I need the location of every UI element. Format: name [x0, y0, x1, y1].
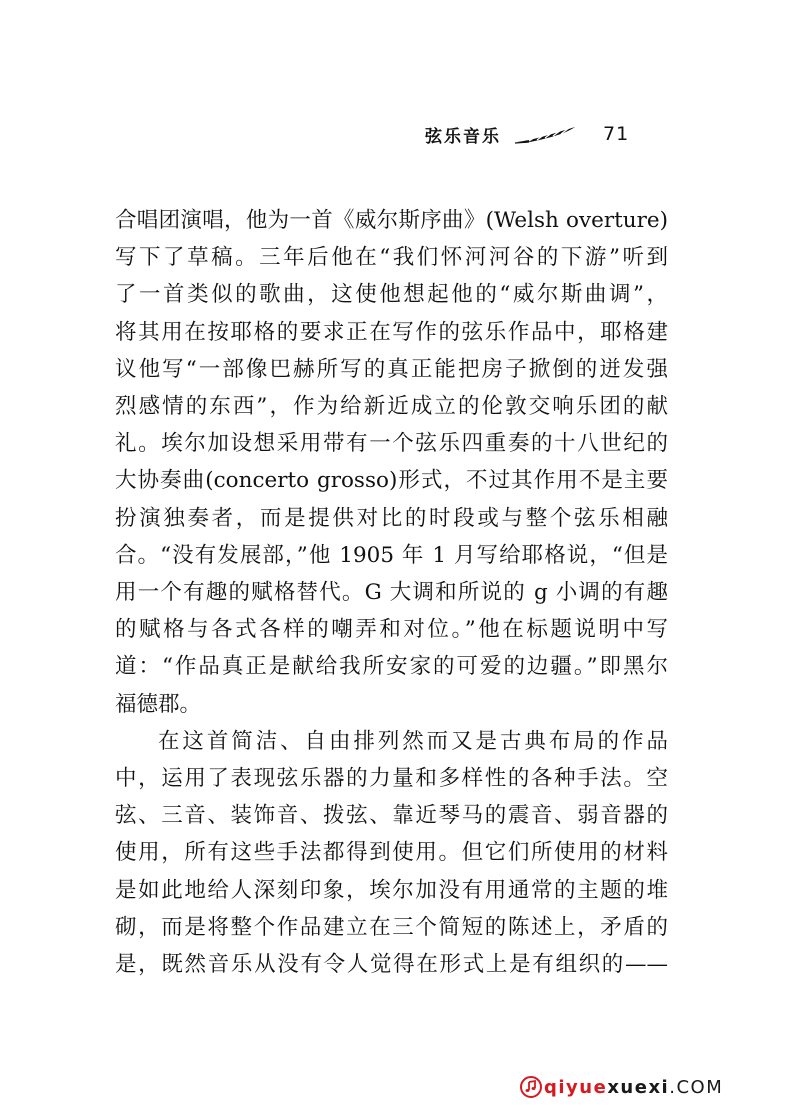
text-line: 的赋格与各式各样的嘲弄和对位。”他在标题说明中写: [115, 617, 668, 643]
body-text: [115, 202, 668, 983]
watermark-text-com: .COM: [669, 1076, 724, 1098]
site-watermark: [520, 1076, 723, 1098]
text-line: 道：“作品真正是献给我所安家的可爱的边疆。”即黑尔: [115, 654, 668, 680]
text-line: 使用，所有这些手法都得到使用。但它们所使用的材料: [115, 840, 668, 866]
text-line: 合唱团演唱，他为一首《威尔斯序曲》(Welsh overture): [115, 208, 668, 233]
text-line: 写下了草稿。三年后他在“我们怀河河谷的下游”听到: [115, 245, 668, 271]
paragraph-1: [115, 202, 668, 723]
text-line: 了一首类似的歌曲，这使他想起他的“威尔斯曲调”，: [115, 282, 668, 308]
text-line: 扮演独奏者，而是提供对比的时段或与整个弦乐相融: [115, 505, 668, 531]
paragraph-2: [115, 723, 668, 983]
text-line: 是如此地给人深刻印象，埃尔加没有用通常的主题的堆: [115, 877, 668, 903]
text-line: 大协奏曲(concerto grosso)形式，不过其作用不是主要: [115, 468, 668, 494]
text-line: 在这首简洁、自由排列然而又是古典布局的作品: [158, 728, 668, 754]
text-line: 将其用在按耶格的要求正在写作的弦乐作品中，耶格建: [115, 319, 668, 345]
text-line: 合。“没有发展部，”他 1905 年 1 月写给耶格说，“但是: [115, 542, 668, 568]
text-line: 中，运用了表现弦乐器的力量和多样性的各种手法。空: [115, 766, 668, 792]
text-line: 用一个有趣的赋格替代。G 大调和所说的 g 小调的有趣: [115, 580, 668, 606]
text-line: 烈感情的东西”，作为给新近成立的伦敦交响乐团的献: [115, 394, 668, 420]
text-line: 砌，而是将整个作品建立在三个简短的陈述上，矛盾的: [115, 914, 668, 940]
watermark-text-qiyue: qiyue: [544, 1076, 608, 1098]
text-line: 弦、三音、装饰音、拨弦、靠近琴马的震音、弱音器的: [115, 803, 668, 829]
musical-note-logo-icon: [520, 1076, 542, 1098]
text-line: 是，既然音乐从没有令人觉得在形式上是有组织的——: [115, 952, 668, 978]
quill-pen-ornament-icon: [515, 123, 577, 145]
watermark-text-xuexi: xuexi: [607, 1076, 670, 1098]
chapter-title: 弦乐音乐: [425, 126, 501, 147]
page-number: 71: [603, 123, 630, 145]
text-line: 礼。埃尔加设想采用带有一个弦乐四重奏的十八世纪的: [115, 431, 668, 457]
text-line: 议他写“一部像巴赫所写的真正能把房子掀倒的迸发强: [115, 356, 668, 382]
text-line: 福德郡。: [115, 691, 202, 717]
running-header: [425, 118, 629, 150]
